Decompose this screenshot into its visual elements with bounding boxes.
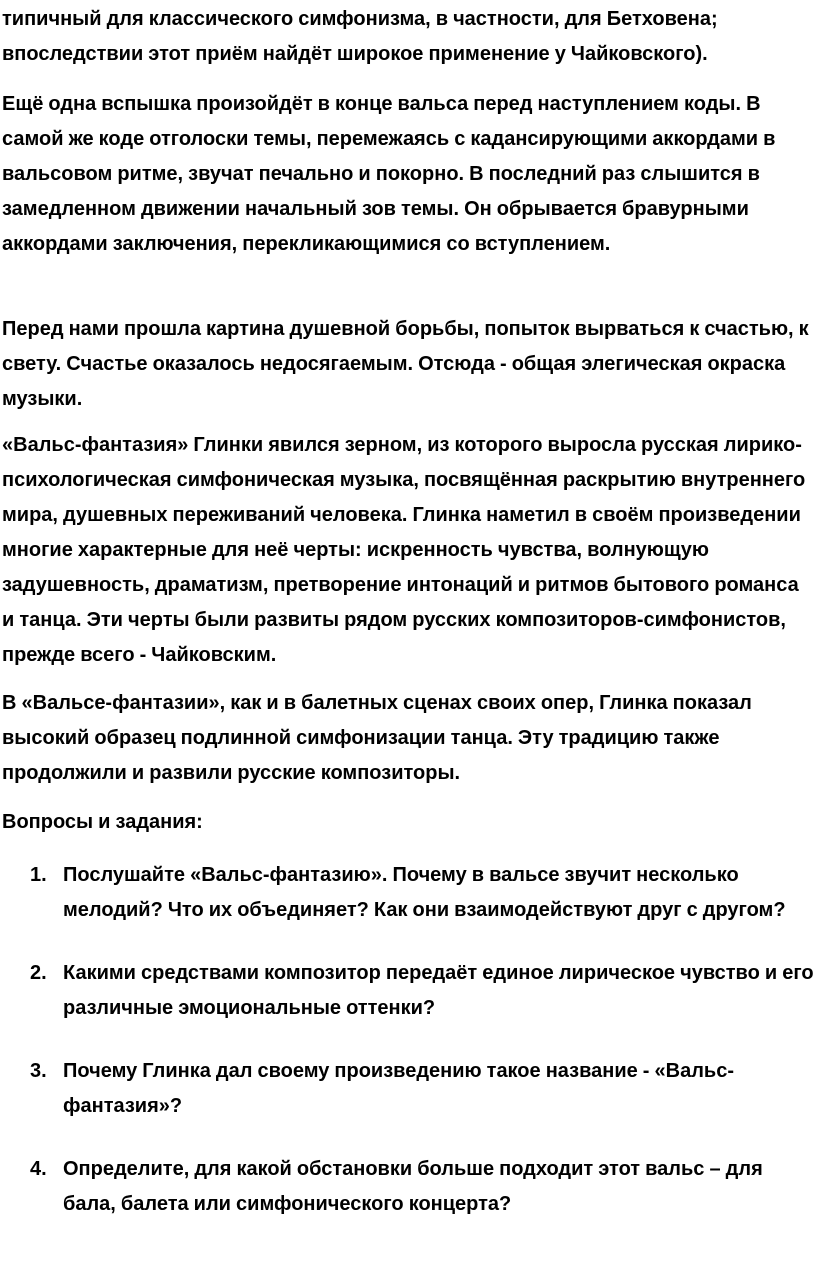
paragraph-glinka: «Вальс-фантазия» Глинки явился зерном, из которого выросла русская лирико-психологическая симфоническая музыка, посвящённая раскрытию внутреннего мира, душевных переживаний человека. Глинка наметил в своём произведении многие характерные для неё черты: искренность чувства, волнующую задушевность, драматизм, претворение интонаций и ритмов бытового романса и танца. Эти черты были развиты рядом русских композиторов-симфонистов, прежде всего - Чайковским.: [2, 434, 806, 666]
question-number: 2.: [30, 962, 47, 984]
question-number: 1.: [30, 864, 47, 886]
questions-heading: Вопросы и задания:: [2, 811, 203, 833]
question-item: [2, 956, 814, 1026]
questions-list: [2, 858, 814, 1222]
question-number: 4.: [30, 1158, 47, 1180]
question-item: [2, 1054, 814, 1124]
paragraph-picture: Перед нами прошла картина душевной борьбы, попыток вырваться к счастью, к свету. Счастье оказалось недосягаемым. Отсюда - общая элегическая окраска музыки.: [2, 318, 809, 410]
paragraph-coda: Ещё одна вспышка произойдёт в конце вальса перед наступлением коды. В самой же коде отголоски темы, перемежаясь с кадансирующими аккордами в вальсовом ритме, звучат печально и покорно. В последний раз слышится в замедленном движении начальный зов темы. Он обрывается бравурными аккордами заключения, перекликающимися со вступлением.: [2, 93, 776, 255]
paragraph-tradition: В «Вальсе-фантазии», как и в балетных сценах своих опер, Глинка показал высокий образец подлинной симфонизации танца. Эту традицию также продолжили и развили русские композиторы.: [2, 692, 752, 784]
question-text: Какими средствами композитор передаёт единое лирическое чувство и его различные эмоциональные оттенки?: [63, 962, 814, 1019]
paragraph-intro: типичный для классического симфонизма, в частности, для Бетховена; впоследствии этот приём найдёт широкое применение у Чайковского).: [2, 8, 718, 65]
question-number: 3.: [30, 1060, 47, 1082]
question-text: Определите, для какой обстановки больше подходит этот вальс – для бала, балета или симфонического концерта?: [63, 1158, 763, 1215]
question-item: [2, 1152, 814, 1222]
question-text: Почему Глинка дал своему произведению такое название - «Вальс-фантазия»?: [63, 1060, 734, 1117]
question-item: [2, 858, 814, 928]
question-text: Послушайте «Вальс-фантазию». Почему в вальсе звучит несколько мелодий? Что их объединяет? Как они взаимодействуют друг с другом?: [63, 864, 786, 921]
